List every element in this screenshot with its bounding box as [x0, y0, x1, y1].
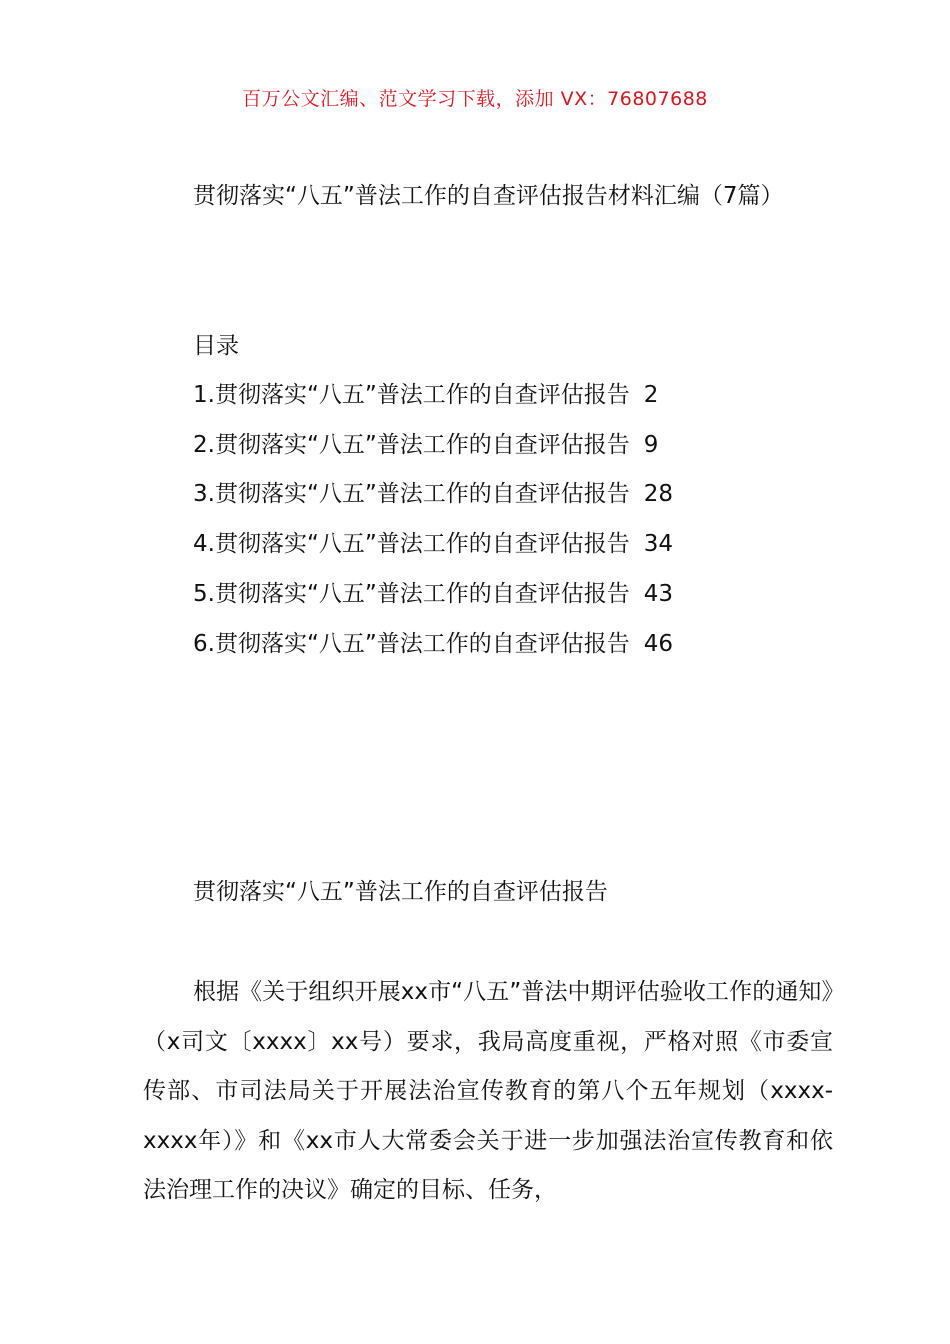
body-paragraph: 根据《关于组织开展xx市“八五”普法中期评估验收工作的通知》（x司文〔xxxx〕xx号）要求，我局高度重视，严格对照《市委宣传部、市司法局关于开展法治宣传教育的第八个五年规划（xxxx-xxxx年）》和《xx市人大常委会关于进一步加强法治宣传教育和依法治理工作的决议》确定的目标、任务， — [143, 979, 833, 1204]
toc-item-label: 2.贯彻落实“八五”普法工作的自查评估报告 — [193, 431, 630, 458]
toc-item-label: 4.贯彻落实“八五”普法工作的自查评估报告 — [193, 531, 630, 558]
toc-item-page: 9 — [643, 431, 659, 458]
document-title: 贯彻落实“八五”普法工作的自查评估报告材料汇编（7篇） — [193, 183, 784, 209]
toc-item[interactable] — [193, 520, 673, 570]
toc-item-label: 1.贯彻落实“八五”普法工作的自查评估报告 — [193, 382, 630, 408]
toc-item-label: 5.贯彻落实“八五”普法工作的自查评估报告 — [193, 580, 630, 607]
toc-item-page: 46 — [643, 630, 674, 657]
toc-item-page: 2 — [643, 382, 659, 408]
watermark-header: 百万公文汇编、范文学习下载，添加 VX：76807688 — [242, 88, 708, 110]
toc-item-page: 34 — [643, 531, 674, 558]
toc-heading: 目录 — [193, 333, 239, 359]
toc-item[interactable] — [193, 620, 673, 670]
toc-item-page: 43 — [643, 580, 674, 607]
toc-item-page: 28 — [643, 481, 674, 508]
toc-item[interactable] — [193, 371, 673, 421]
toc-item-label: 6.贯彻落实“八五”普法工作的自查评估报告 — [193, 630, 630, 657]
toc-item[interactable] — [193, 470, 673, 520]
toc-item[interactable] — [193, 421, 673, 471]
table-of-contents — [193, 371, 673, 669]
toc-item-label: 3.贯彻落实“八五”普法工作的自查评估报告 — [193, 481, 630, 508]
toc-item[interactable] — [193, 570, 673, 620]
section-title: 贯彻落实“八五”普法工作的自查评估报告 — [193, 879, 608, 905]
